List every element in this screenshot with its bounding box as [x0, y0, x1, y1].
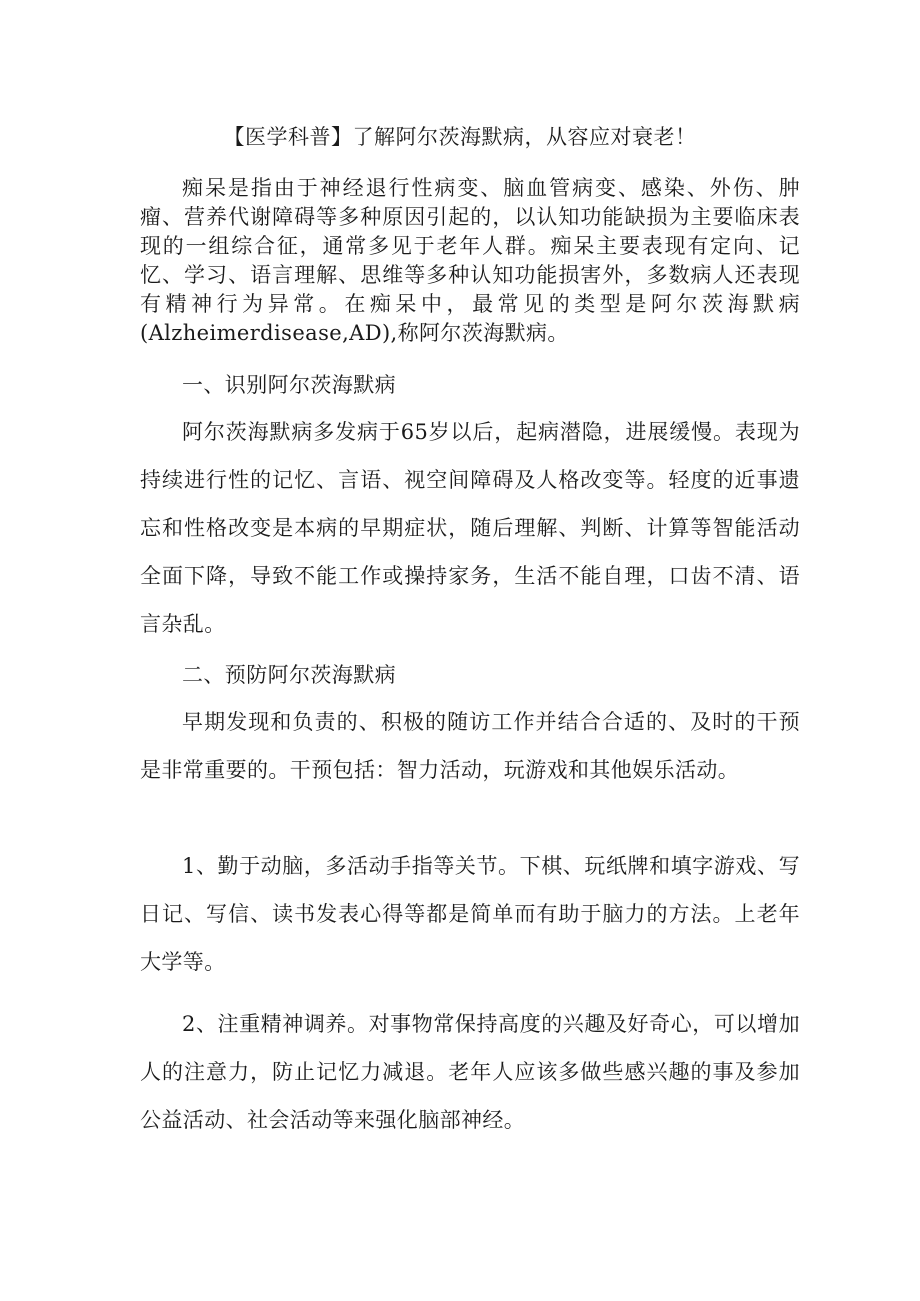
section2-heading: 二、预防阿尔茨海默病 — [182, 663, 396, 687]
intro-paragraph: 痴呆是指由于神经退行性病变、脑血管病变、感染、外伤、肿瘤、营养代谢障碍等多种原因引起的，以认知功能缺损为主要临床表现的一组综合征，通常多见于老年人群。痴呆主要表现有定向、记忆、学习、语言理解、思维等多种认知功能损害外，多数病人还表现有精神行为异常。在痴呆中，最常见的类型是阿尔茨海默病(Alzheimerdisease,AD),称阿尔茨海默病。 — [140, 176, 800, 345]
section1-paragraph: 阿尔茨海默病多发病于65岁以后，起病潜隐，进展缓慢。表现为持续进行性的记忆、言语、视空间障碍及人格改变等。轻度的近事遗忘和性格改变是本病的早期症状，随后理解、判断、计算等智能活动全面下降，导致不能工作或操持家务，生活不能自理，口齿不清、语言杂乱。 — [140, 420, 800, 636]
section2-paragraph: 早期发现和负责的、积极的随访工作并结合合适的、及时的干预是非常重要的。干预包括：智力活动，玩游戏和其他娱乐活动。 — [140, 710, 800, 782]
document-title: 【医学科普】了解阿尔茨海默病，从容应对衰老！ — [223, 125, 697, 149]
prevention-item-1: 1、勤于动脑，多活动手指等关节。下棋、玩纸牌和填字游戏、写日记、写信、读书发表心得等都是简单而有助于脑力的方法。上老年大学等。 — [140, 854, 800, 974]
section1-heading: 一、识别阿尔茨海默病 — [182, 373, 396, 397]
prevention-item-2: 2、注重精神调养。对事物常保持高度的兴趣及好奇心，可以增加人的注意力，防止记忆力减退。老年人应该多做些感兴趣的事及参加公益活动、社会活动等来强化脑部神经。 — [140, 1012, 800, 1132]
